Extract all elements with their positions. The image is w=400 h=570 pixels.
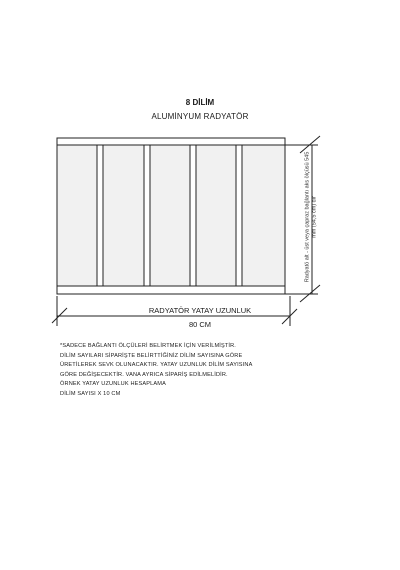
section-gap xyxy=(190,145,196,286)
side-dimension-label xyxy=(300,147,322,287)
section-gap xyxy=(144,145,150,286)
section-gap xyxy=(236,145,242,286)
radiator-section xyxy=(150,145,190,286)
note-line: GÖRE DEĞİŞECEKTİR. VANA AYRICA SİPARİŞ EDİLMELİDİR. xyxy=(60,371,228,378)
diagram-subtitle: ALUMİNYUM RADYATÖR xyxy=(151,112,249,121)
width-label: RADYATÖR YATAY UZUNLUK xyxy=(148,306,252,315)
radiator-section xyxy=(103,145,144,286)
radiator-sections xyxy=(57,145,285,286)
note-line: ÖRNEK YATAY UZUNLUK HESAPLAMA xyxy=(60,381,166,387)
note-line: DİLİM SAYISI X 10 CM xyxy=(60,390,121,397)
note-line: ÜRETİLEREK SEVK OLUNACAKTIR. YATAY UZUNLUK DİLİM SAYISINA xyxy=(60,362,253,368)
width-value: 80 CM xyxy=(188,320,212,329)
section-gap xyxy=(97,145,103,286)
diagram-title: 8 DİLİM xyxy=(185,98,215,107)
radiator-section xyxy=(196,145,236,286)
note-line: *SADECE BAĞLANTI ÖLÇÜLERİ BELİRTMEK İÇİN VERİLMİŞTİR. xyxy=(60,343,237,349)
notes-block xyxy=(60,342,380,399)
radiator-section xyxy=(57,145,97,286)
note-line: DİLİM SAYILARI SİPARİŞTE BELİRTTİĞİNİZ DİLİM SAYISINA GÖRE xyxy=(60,352,243,359)
radiator-section xyxy=(242,145,285,286)
side-dimension-text: Radyatö alt - üst veya çapraz bağlantı aks ölçüsü 545 mm (54,5 cm) dir xyxy=(304,151,317,283)
